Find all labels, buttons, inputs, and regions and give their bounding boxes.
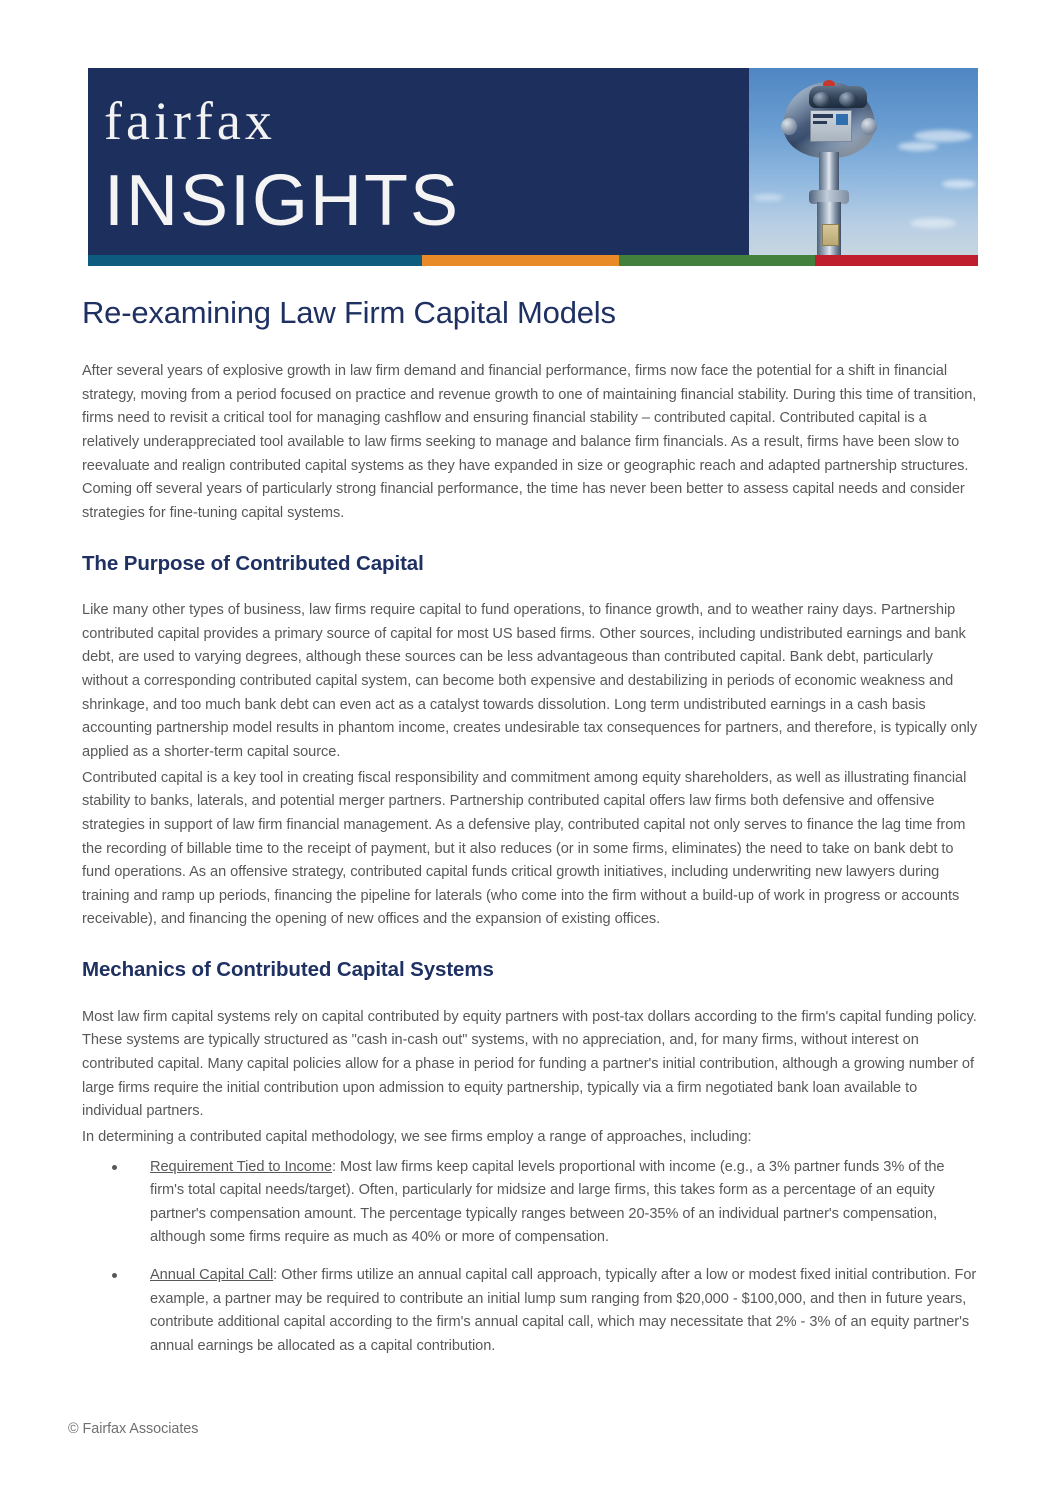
list-item-term: Requirement Tied to Income bbox=[150, 1158, 333, 1175]
viewer-plate-bar bbox=[813, 114, 833, 118]
section-paragraph: In determining a contributed capital methodology, we see firms employ a range of approaches, including: bbox=[82, 1128, 752, 1145]
brand-name-fairfax: fairfax bbox=[104, 91, 276, 151]
list-item-term: Annual Capital Call bbox=[150, 1267, 274, 1284]
fairfax-insights-banner bbox=[88, 68, 978, 260]
section-heading-mechanics: Mechanics of Contributed Capital Systems bbox=[82, 958, 494, 982]
stripe-segment-red bbox=[815, 255, 978, 266]
bullet-icon bbox=[112, 1273, 117, 1278]
page-title: Re-examining Law Firm Capital Models bbox=[82, 295, 616, 330]
section-paragraph: Like many other types of business, law firms require capital to fund operations, to finance growth, and to weather rainy days. Partnership contributed capital provides a primary source of capital for most US based firms. Other sources, including undistributed earnings and bank debt, are used to varying degrees, although these sources can be less advantageous than contributed capital. Bank debt, particularly without a corresponding contributed capital system, can become both expensive and destabilizing in periods of economic weakness and shrinkage, and too much bank debt can even act as a catalyst towards dissolution. Long term undistributed earnings in a cash basis accounting partnership model results in phantom income, creates undesirable tax consequences for partners, and therefore, is typically only applied as a shorter-term capital source. bbox=[82, 602, 978, 760]
viewer-eyepieces bbox=[809, 86, 867, 108]
viewer-plate-bar bbox=[813, 121, 827, 124]
viewer-plate-badge bbox=[836, 114, 848, 125]
viewer-knob-left bbox=[781, 118, 797, 135]
viewer-post-plaque bbox=[822, 224, 839, 246]
approach-list bbox=[82, 1156, 980, 1359]
banner-inner bbox=[88, 68, 978, 260]
brand-name-insights: INSIGHTS bbox=[104, 161, 461, 241]
intro-paragraph: After several years of explosive growth in law firm demand and financial performance, firms now face the potential for a shift in financial strategy, moving from a period focused on practice and revenue growth to one of maintaining financial stability. During this time of transition, firms need to revisit a critical tool for managing cashflow and ensuring financial stability – contributed capital. Contributed capital is a relatively underappreciated tool available to law firms seeking to manage and balance firm financials. As a result, firms have been slow to reevaluate and realign contributed capital systems as they have expanded in size or geographic reach and adapted partnership structures. Coming off several years of particularly strong financial performance, the time has never been better to assess capital needs and consider strategies for fine-tuning capital systems. bbox=[82, 363, 977, 521]
brand-color-stripe bbox=[88, 255, 978, 266]
stripe-segment-orange bbox=[422, 255, 620, 266]
footer-copyright: © Fairfax Associates bbox=[68, 1421, 199, 1437]
cloud-icon bbox=[910, 218, 956, 228]
tower-viewer-photo bbox=[749, 68, 978, 260]
stripe-segment-green bbox=[619, 255, 815, 266]
viewer-label-plate bbox=[810, 110, 852, 142]
section-paragraph: Most law firm capital systems rely on capital contributed by equity partners with post-tax dollars according to the firm's capital funding policy. These systems are typically structured as "cash in-cash out" systems, with no appreciation, and, for many firms, without interest on contributed capital. Many capital policies allow for a phase in period for funding a partner's initial contribution, although a growing number of large firms require the initial contribution upon admission to equity partnership, typically via a firm negotiated bank loan available to individual partners. bbox=[82, 1008, 977, 1120]
stripe-segment-teal bbox=[88, 255, 422, 266]
list-item bbox=[82, 1264, 980, 1359]
viewer-neck bbox=[819, 152, 839, 194]
banner-brand-area bbox=[88, 68, 749, 260]
cloud-icon bbox=[898, 142, 938, 151]
list-item bbox=[82, 1156, 980, 1251]
viewer-eyepiece-right bbox=[839, 92, 857, 107]
document-body bbox=[82, 296, 980, 1373]
section-paragraph: Contributed capital is a key tool in creating fiscal responsibility and commitment among equity shareholders, as well as illustrating financial stability to banks, laterals, and potential merger partners. Partnership contributed capital offers law firms both defensive and offensive strategies in support of law firm financial management. As a defensive play, contributed capital not only serves to finance the lag time from the recording of billable time to the receipt of payment, but it also reduces (or in some firms, eliminates) the need to take on bank debt to fund operations. As an offensive strategy, contributed capital funds critical growth initiatives, including underwriting new lawyers during training and ramp up periods, financing the pipeline for laterals (who come into the firm without a build-up of work in progress or accounts receivable), and financing the opening of new offices and the expansion of existing offices. bbox=[82, 769, 967, 928]
cloud-icon bbox=[914, 130, 972, 142]
viewer-eyepiece-left bbox=[813, 92, 831, 107]
cloud-icon bbox=[942, 180, 976, 188]
section-heading-purpose: The Purpose of Contributed Capital bbox=[82, 551, 424, 575]
list-item-text: : Most law firms keep capital levels proportional with income (e.g., a 3% partner funds 3% of the firm's total capital needs/target). Often, particularly for midsize and large firms, this takes form as a percentage of an equity partner's compensation amount. The percentage typically ranges between 20-35% of an individual partner's compensation, although some firms require as much as 40% or more of compensation. bbox=[150, 1158, 945, 1246]
list-item-text: : Other firms utilize an annual capital call approach, typically after a low or modest fixed initial contribution. For example, a partner may be required to contribute an initial lump sum ranging from $20,000 - $100,000, and then in future years, contribute additional capital according to the firm's annual capital call, which may necessitate that 2% - 3% of an equity partner's annual earnings be allocated as a capital contribution. bbox=[150, 1267, 977, 1354]
bullet-icon bbox=[112, 1165, 117, 1170]
viewer-head bbox=[783, 82, 875, 158]
viewer-knob-right bbox=[861, 118, 877, 135]
tower-viewer-icon bbox=[773, 74, 885, 256]
